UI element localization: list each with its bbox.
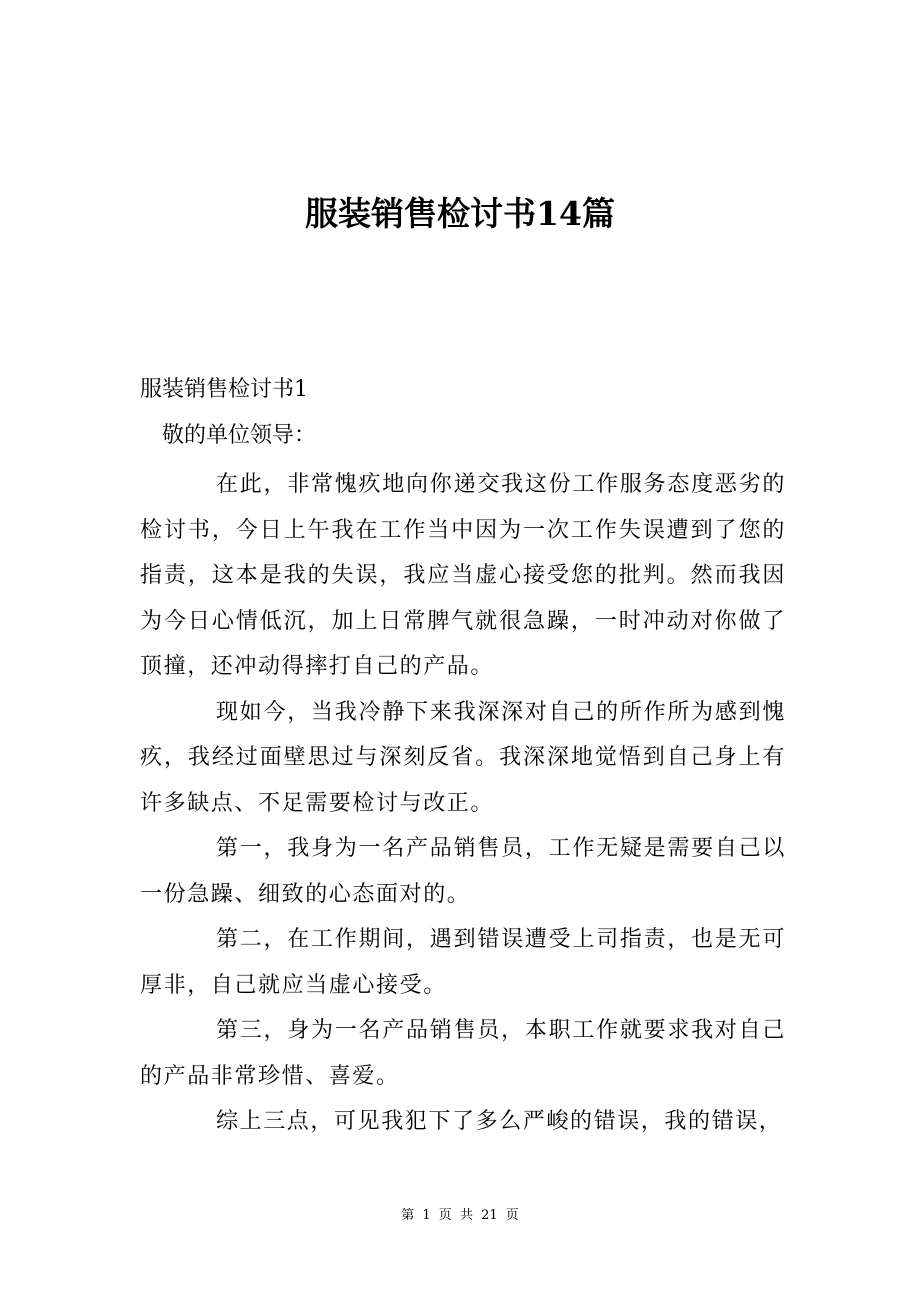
- paragraph: 现如今，当我冷静下来我深深对自己的所作所为感到愧疚，我经过面壁思过与深刻反省。我深深地觉悟到自己身上有许多缺点、不足需要检讨与改正。: [140, 699, 786, 816]
- document-body: [140, 462, 786, 1145]
- page-footer: [0, 1204, 920, 1228]
- footer-current-page: 1: [422, 1208, 431, 1223]
- section-heading: 服装销售检讨书1: [140, 377, 308, 402]
- paragraph: 第三，身为一名产品销售员，本职工作就要求我对自己的产品非常珍惜、喜爱。: [140, 1018, 786, 1089]
- footer-total-word: 共: [459, 1208, 473, 1223]
- footer-suffix: 页: [505, 1208, 519, 1223]
- paragraph: 综上三点，可见我犯下了多么严峻的错误，我的错误，: [216, 1109, 783, 1134]
- paragraph: 第一，我身为一名产品销售员，工作无疑是需要自己以一份急躁、细致的心态面对的。: [140, 836, 786, 907]
- paragraph: 在此，非常愧疚地向你递交我这份工作服务态度恶劣的检讨书，今日上午我在工作当中因为一次工作失误遭到了您的指责，这本是我的失误，我应当虚心接受您的批判。然而我因为今日心情低沉，加上日常脾气就很急躁，一时冲动对你做了顶撞，还冲动得摔打自己的产品。: [140, 472, 786, 679]
- paragraph: 第二，在工作期间，遇到错误遭受上司指责，也是无可厚非，自己就应当虚心接受。: [140, 927, 786, 998]
- salutation: 敬的单位领导：: [162, 423, 317, 448]
- footer-prefix: 第: [401, 1208, 415, 1223]
- footer-total-pages: 21: [481, 1208, 498, 1223]
- document-title: 服装销售检讨书14篇: [305, 194, 615, 233]
- footer-page-word: 页: [438, 1208, 452, 1223]
